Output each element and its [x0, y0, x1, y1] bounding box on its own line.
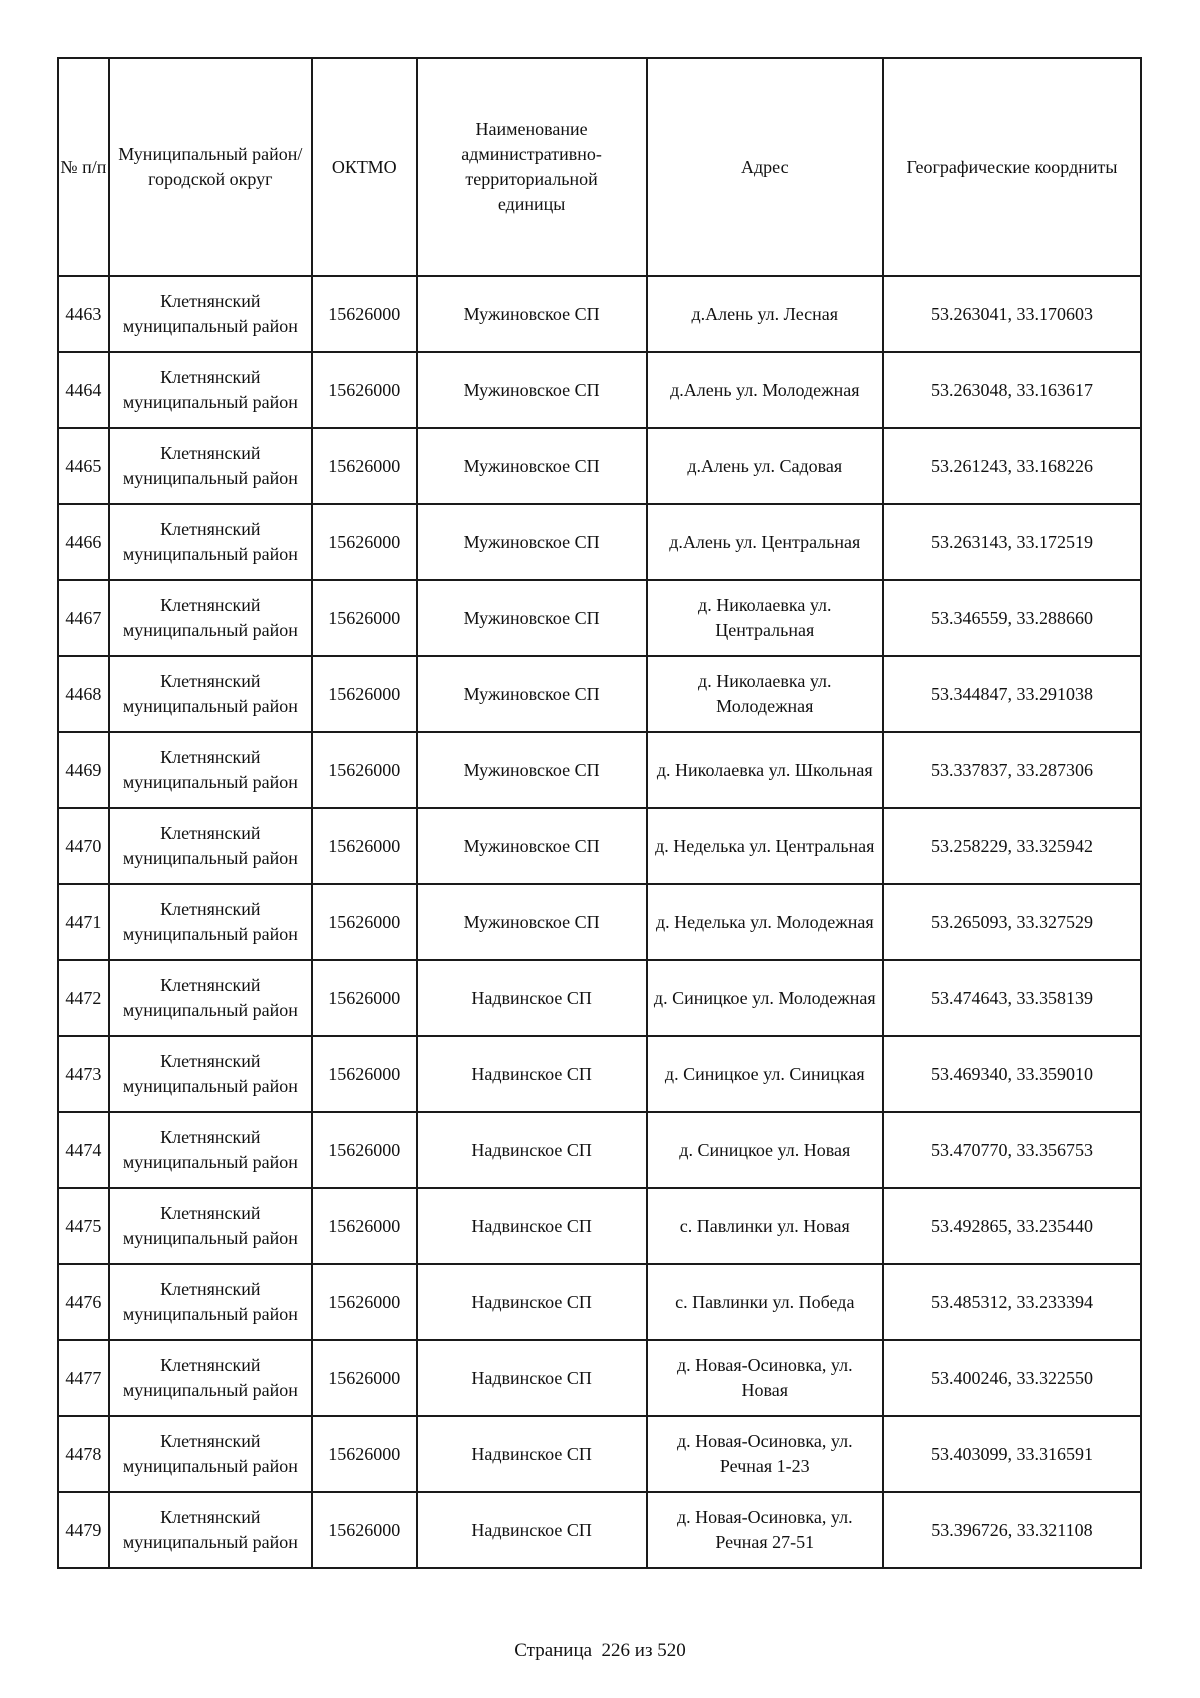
- cell-unit: Мужиновское СП: [417, 352, 647, 428]
- cell-oktmo: 15626000: [312, 884, 417, 960]
- cell-address: д. Синицкое ул. Молодежная: [647, 960, 883, 1036]
- table-row: [58, 1492, 1141, 1568]
- cell-district: Клетнянский муниципальный район: [109, 1416, 312, 1492]
- cell-address: д. Неделька ул. Центральная: [647, 808, 883, 884]
- cell-num: 4468: [58, 656, 109, 732]
- cell-unit: Мужиновское СП: [417, 580, 647, 656]
- cell-oktmo: 15626000: [312, 732, 417, 808]
- cell-oktmo: 15626000: [312, 276, 417, 352]
- cell-district: Клетнянский муниципальный район: [109, 656, 312, 732]
- cell-unit: Мужиновское СП: [417, 276, 647, 352]
- cell-coords: 53.403099, 33.316591: [883, 1416, 1141, 1492]
- cell-unit: Надвинское СП: [417, 1340, 647, 1416]
- cell-unit: Надвинское СП: [417, 1264, 647, 1340]
- cell-district: Клетнянский муниципальный район: [109, 1036, 312, 1112]
- cell-num: 4474: [58, 1112, 109, 1188]
- cell-unit: Надвинское СП: [417, 1188, 647, 1264]
- cell-coords: 53.265093, 33.327529: [883, 884, 1141, 960]
- cell-district: Клетнянский муниципальный район: [109, 352, 312, 428]
- cell-address: д. Николаевка ул. Молодежная: [647, 656, 883, 732]
- cell-district: Клетнянский муниципальный район: [109, 1492, 312, 1568]
- cell-coords: 53.485312, 33.233394: [883, 1264, 1141, 1340]
- page-number: Страница 226 из 520: [514, 1640, 686, 1661]
- cell-unit: Надвинское СП: [417, 1112, 647, 1188]
- cell-district: Клетнянский муниципальный район: [109, 1112, 312, 1188]
- cell-oktmo: 15626000: [312, 1340, 417, 1416]
- cell-address: д.Алень ул. Центральная: [647, 504, 883, 580]
- cell-unit: Надвинское СП: [417, 1492, 647, 1568]
- cell-coords: 53.400246, 33.322550: [883, 1340, 1141, 1416]
- table-row: [58, 580, 1141, 656]
- cell-oktmo: 15626000: [312, 580, 417, 656]
- cell-num: 4477: [58, 1340, 109, 1416]
- cell-district: Клетнянский муниципальный район: [109, 1340, 312, 1416]
- cell-address: с. Павлинки ул. Победа: [647, 1264, 883, 1340]
- cell-unit: Мужиновское СП: [417, 884, 647, 960]
- cell-num: 4475: [58, 1188, 109, 1264]
- cell-oktmo: 15626000: [312, 960, 417, 1036]
- cell-district: Клетнянский муниципальный район: [109, 1188, 312, 1264]
- cell-oktmo: 15626000: [312, 656, 417, 732]
- cell-coords: 53.263143, 33.172519: [883, 504, 1141, 580]
- cell-num: 4473: [58, 1036, 109, 1112]
- cell-address: д. Николаевка ул. Центральная: [647, 580, 883, 656]
- cell-coords: 53.261243, 33.168226: [883, 428, 1141, 504]
- header-num: № п/п: [58, 58, 109, 276]
- cell-district: Клетнянский муниципальный район: [109, 808, 312, 884]
- cell-unit: Надвинское СП: [417, 1416, 647, 1492]
- cell-num: 4476: [58, 1264, 109, 1340]
- cell-oktmo: 15626000: [312, 428, 417, 504]
- cell-oktmo: 15626000: [312, 1416, 417, 1492]
- cell-unit: Мужиновское СП: [417, 732, 647, 808]
- cell-address: д. Новая-Осиновка, ул. Речная 1-23: [647, 1416, 883, 1492]
- cell-unit: Мужиновское СП: [417, 656, 647, 732]
- table-row: [58, 1188, 1141, 1264]
- cell-num: 4465: [58, 428, 109, 504]
- table-row: [58, 1036, 1141, 1112]
- cell-num: 4469: [58, 732, 109, 808]
- cell-address: д.Алень ул. Молодежная: [647, 352, 883, 428]
- table-body: [58, 276, 1141, 1568]
- cell-address: д. Николаевка ул. Школьная: [647, 732, 883, 808]
- table-row: [58, 884, 1141, 960]
- cell-num: 4470: [58, 808, 109, 884]
- table-row: [58, 276, 1141, 352]
- cell-unit: Мужиновское СП: [417, 808, 647, 884]
- cell-coords: 53.470770, 33.356753: [883, 1112, 1141, 1188]
- cell-address: д. Синицкое ул. Синицкая: [647, 1036, 883, 1112]
- cell-district: Клетнянский муниципальный район: [109, 884, 312, 960]
- cell-oktmo: 15626000: [312, 808, 417, 884]
- cell-num: 4472: [58, 960, 109, 1036]
- cell-oktmo: 15626000: [312, 1492, 417, 1568]
- cell-num: 4471: [58, 884, 109, 960]
- cell-num: 4478: [58, 1416, 109, 1492]
- cell-address: д. Неделька ул. Молодежная: [647, 884, 883, 960]
- cell-oktmo: 15626000: [312, 504, 417, 580]
- table-row: [58, 960, 1141, 1036]
- cell-oktmo: 15626000: [312, 352, 417, 428]
- cell-district: Клетнянский муниципальный район: [109, 960, 312, 1036]
- cell-address: д. Новая-Осиновка, ул. Новая: [647, 1340, 883, 1416]
- cell-district: Клетнянский муниципальный район: [109, 504, 312, 580]
- cell-district: Клетнянский муниципальный район: [109, 580, 312, 656]
- header-unit: Наименование административно-территориальной единицы: [417, 58, 647, 276]
- table-row: [58, 1264, 1141, 1340]
- cell-num: 4463: [58, 276, 109, 352]
- cell-district: Клетнянский муниципальный район: [109, 276, 312, 352]
- cell-district: Клетнянский муниципальный район: [109, 732, 312, 808]
- table-row: [58, 428, 1141, 504]
- table-row: [58, 732, 1141, 808]
- cell-oktmo: 15626000: [312, 1264, 417, 1340]
- cell-coords: 53.263041, 33.170603: [883, 276, 1141, 352]
- cell-oktmo: 15626000: [312, 1036, 417, 1112]
- cell-oktmo: 15626000: [312, 1188, 417, 1264]
- cell-coords: 53.469340, 33.359010: [883, 1036, 1141, 1112]
- table-row: [58, 1112, 1141, 1188]
- cell-num: 4466: [58, 504, 109, 580]
- table-row: [58, 504, 1141, 580]
- table-row: [58, 1340, 1141, 1416]
- cell-district: Клетнянский муниципальный район: [109, 428, 312, 504]
- address-coordinates-table: [57, 57, 1142, 1569]
- cell-coords: 53.263048, 33.163617: [883, 352, 1141, 428]
- table-row: [58, 656, 1141, 732]
- cell-num: 4479: [58, 1492, 109, 1568]
- cell-coords: 53.346559, 33.288660: [883, 580, 1141, 656]
- cell-coords: 53.344847, 33.291038: [883, 656, 1141, 732]
- cell-coords: 53.474643, 33.358139: [883, 960, 1141, 1036]
- cell-coords: 53.337837, 33.287306: [883, 732, 1141, 808]
- header-district: Муниципальный район/городской округ: [109, 58, 312, 276]
- cell-address: с. Павлинки ул. Новая: [647, 1188, 883, 1264]
- cell-oktmo: 15626000: [312, 1112, 417, 1188]
- cell-unit: Надвинское СП: [417, 960, 647, 1036]
- cell-district: Клетнянский муниципальный район: [109, 1264, 312, 1340]
- cell-address: д.Алень ул. Лесная: [647, 276, 883, 352]
- cell-num: 4464: [58, 352, 109, 428]
- cell-address: д.Алень ул. Садовая: [647, 428, 883, 504]
- cell-coords: 53.492865, 33.235440: [883, 1188, 1141, 1264]
- cell-unit: Мужиновское СП: [417, 428, 647, 504]
- cell-address: д. Новая-Осиновка, ул. Речная 27-51: [647, 1492, 883, 1568]
- header-coords: Географические коордниты: [883, 58, 1141, 276]
- cell-address: д. Синицкое ул. Новая: [647, 1112, 883, 1188]
- header-address: Адрес: [647, 58, 883, 276]
- table-row: [58, 1416, 1141, 1492]
- cell-coords: 53.396726, 33.321108: [883, 1492, 1141, 1568]
- table-row: [58, 352, 1141, 428]
- cell-unit: Надвинское СП: [417, 1036, 647, 1112]
- cell-unit: Мужиновское СП: [417, 504, 647, 580]
- cell-coords: 53.258229, 33.325942: [883, 808, 1141, 884]
- cell-num: 4467: [58, 580, 109, 656]
- table-row: [58, 808, 1141, 884]
- header-oktmo: ОКТМО: [312, 58, 417, 276]
- table-header-row: [58, 58, 1141, 276]
